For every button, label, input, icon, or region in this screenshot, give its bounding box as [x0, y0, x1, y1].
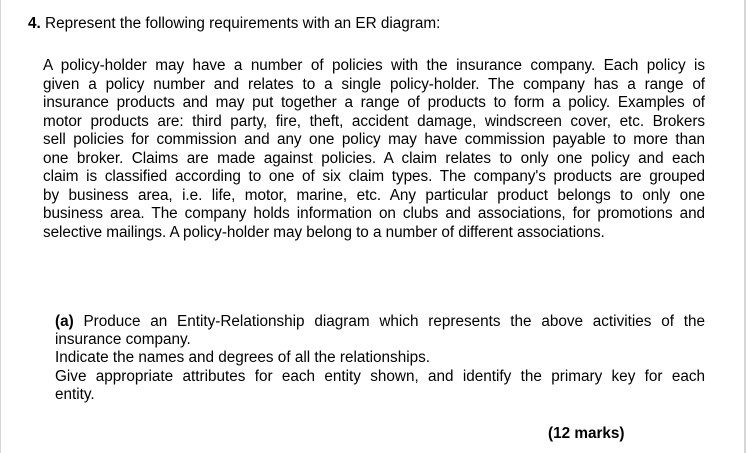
- part-a-line-4: Give appropriate attributes for each entity shown, and identify the primary key for each: [55, 367, 705, 385]
- part-a-line-5: entity.: [55, 385, 95, 403]
- requirements-line: motor products are: third party, fire, theft, accident damage, windscreen cover, etc. Brokers: [43, 112, 705, 130]
- requirements-line: given a policy number and relates to a single policy-holder. The company has a range of: [43, 75, 705, 93]
- question-heading: [28, 15, 440, 33]
- requirements-line: selective mailings. A policy-holder may belong to a number of different associations.: [43, 223, 605, 241]
- part-a-line-1: [55, 313, 705, 331]
- part-a-label: (a): [55, 313, 74, 330]
- marks-label: (12 marks): [548, 425, 625, 442]
- part-a-line-1-text: Produce an Entity-Relationship diagram which represents the above activities of the: [73, 313, 705, 330]
- part-a-line-2: insurance company.: [55, 331, 191, 349]
- requirements-line: business area. The company holds information on clubs and associations, for promotions and: [43, 205, 705, 222]
- requirements-line: one broker. Claims are made against policies. A claim relates to only one policy and each: [43, 149, 705, 167]
- requirements-line: by business area, i.e. life, motor, marine, etc. Any particular product belongs to only one: [43, 186, 705, 204]
- requirements-line: sell policies for commission and any one policy may have commission payable to more than: [43, 131, 705, 148]
- requirements-line: claim is classified according to one of six claim types. The company's products are grouped: [43, 168, 705, 185]
- part-a-line-3: Indicate the names and degrees of all the relationships.: [55, 349, 431, 367]
- requirements-line: A policy-holder may have a number of policies with the insurance company. Each policy is: [43, 57, 705, 74]
- page-left-edge: [0, 0, 1, 453]
- requirements-line: insurance products and may put together a range of products to form a policy. Examples of: [43, 94, 705, 111]
- requirements-paragraph: [43, 57, 705, 242]
- question-prompt: Represent the following requirements with an ER diagram:: [45, 15, 441, 32]
- part-a-task: [55, 313, 705, 404]
- question-number: 4.: [28, 15, 41, 32]
